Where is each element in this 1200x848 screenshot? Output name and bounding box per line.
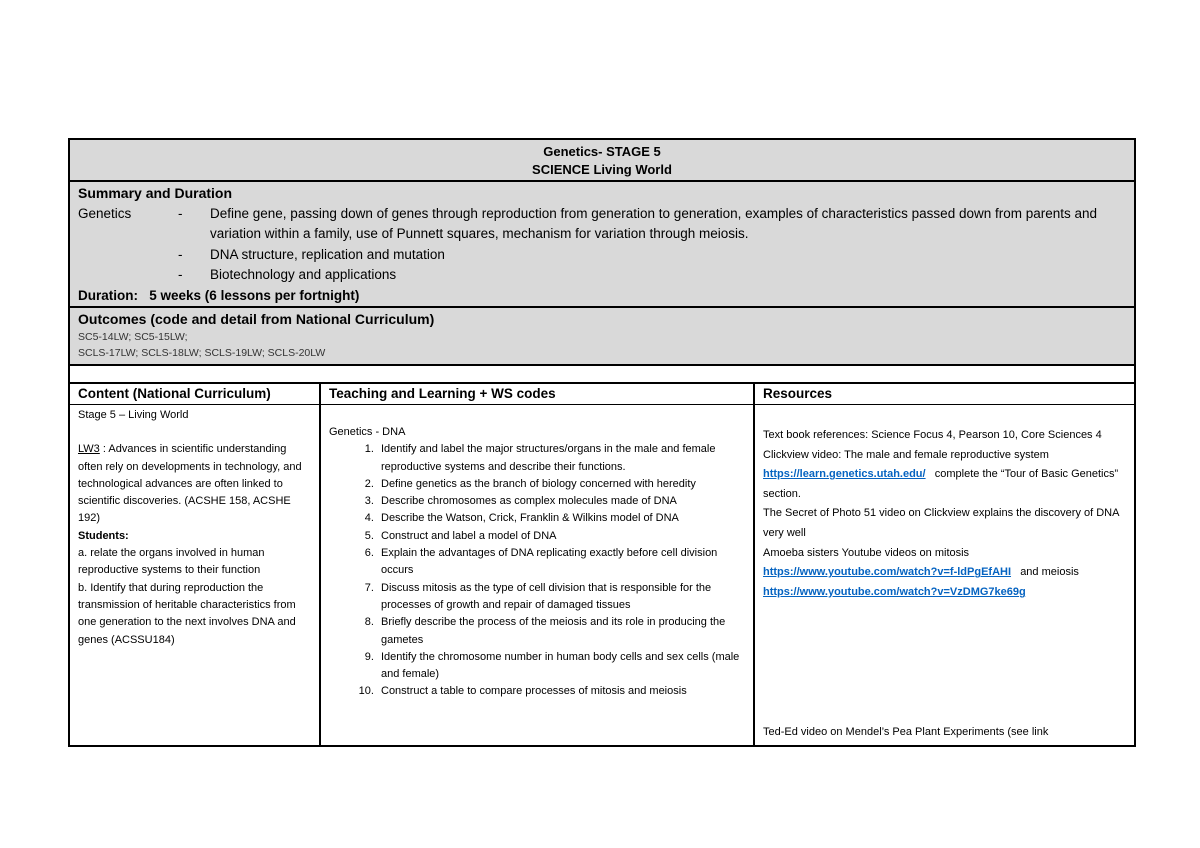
title-row (70, 140, 1134, 182)
summary-heading: Summary and Duration (78, 185, 233, 201)
summary-line-3 (78, 265, 1126, 286)
title-line-2: SCIENCE Living World (532, 162, 672, 177)
link3-line (763, 583, 1126, 603)
link1-line (763, 465, 1126, 504)
lw3-text: : Advances in scientific understanding often rely on developments in technology, and technological advances are often linked to scientific discoveries. (ACSHE 158, ACSHE 192) (78, 443, 302, 525)
summary-section (70, 182, 1134, 308)
outcomes-section (70, 308, 1134, 366)
link1-after: complete the “Tour of Basic Genetics” section. (763, 468, 1119, 500)
outcomes-codes-1: SC5-14LW; SC5-15LW; (78, 331, 188, 343)
amoeba-text: Amoeba sisters Youtube videos on mitosis (763, 546, 970, 559)
link2-after: and meiosis (1020, 566, 1079, 579)
list-item: 7. Discuss mitosis as the type of cell division that is responsible for the processes of growth and repair of damaged tissues (377, 580, 745, 615)
list-item: 5. Construct and label a model of DNA (377, 528, 745, 545)
list-item: 10. Construct a table to compare processes of mitosis and meiosis (377, 683, 745, 700)
list-item: 1. Identify and label the major structures/organs in the male and female reproductive systems and describe their functions. (377, 441, 745, 476)
summary-label: Genetics (78, 205, 132, 221)
spacer-row (70, 366, 1134, 384)
duration (78, 286, 1126, 307)
list-item: 6. Explain the advantages of DNA replicating exactly before cell division occurs (377, 545, 745, 580)
list-item: 3. Describe chromosomes as complex molecules made of DNA (377, 493, 745, 510)
summary-line-2 (78, 245, 1126, 266)
dash: - (178, 267, 183, 282)
body-row (70, 405, 1134, 745)
list-item: 2. Define genetics as the branch of biology concerned with heredity (377, 476, 745, 493)
students-label: Students: (78, 529, 129, 542)
summary-item-3: Biotechnology and applications (210, 267, 397, 282)
textbook-refs: Text book references: Science Focus 4, Pearson 10, Core Sciences 4 (763, 429, 1102, 441)
lesson-plan-table (68, 138, 1136, 747)
teaching-heading: Genetics - DNA (329, 426, 406, 438)
teded-text: Ted-Ed video on Mendel’s Pea Plant Experiments (see link (763, 726, 1049, 739)
list-item: 8. Briefly describe the process of the meiosis and its role in producing the gametes (377, 614, 745, 649)
teaching-list (329, 441, 745, 700)
youtube-meiosis-link[interactable]: https://www.youtube.com/watch?v=VzDMG7ke69g (763, 585, 1026, 598)
summary-item-2: DNA structure, replication and mutation (210, 246, 445, 262)
duration-label: Duration: (78, 287, 138, 303)
teaching-header: Teaching and Learning + WS codes (321, 384, 755, 404)
duration-value: 5 weeks (6 lessons per fortnight) (149, 287, 360, 303)
dash: - (178, 205, 183, 221)
content-header: Content (National Curriculum) (70, 384, 321, 404)
photo51-text: The Secret of Photo 51 video on Clickview explains the discovery of DNA very well (763, 507, 1119, 539)
content-cell (70, 405, 321, 745)
content-item-a: a. relate the organs involved in human reproductive systems to their function (78, 547, 265, 577)
genetics-utah-link[interactable]: https://learn.genetics.utah.edu/ (763, 468, 926, 481)
resources-cell (755, 405, 1134, 745)
content-item-b: b. Identify that during reproduction the transmission of heritable characteristics from one generation to the next involves DNA and genes (ACSSU184) (78, 581, 296, 646)
lw3-paragraph (78, 441, 311, 527)
resources-header: Resources (763, 386, 833, 401)
summary-item-1: Define gene, passing down of genes through reproduction from generation to generation, examples of characteristics passed down from parents and variation within a family, use of Punnett squares, mechanism for variation through meiosis. (210, 205, 1098, 241)
list-item: 4. Describe the Watson, Crick, Franklin & Wilkins model of DNA (377, 510, 745, 527)
stage-text: Stage 5 – Living World (78, 409, 189, 421)
outcomes-codes-2: SCLS-17LW; SCLS-18LW; SCLS-19LW; SCLS-20LW (78, 347, 326, 359)
dash: - (178, 246, 183, 262)
teaching-cell (321, 405, 755, 745)
column-headers (70, 384, 1134, 405)
list-item: 9. Identify the chromosome number in human body cells and sex cells (male and female) (377, 649, 745, 684)
youtube-mitosis-link[interactable]: https://www.youtube.com/watch?v=f-ldPgEfAHI (763, 566, 1012, 579)
link2-line (763, 563, 1126, 583)
clickview-video: Clickview video: The male and female reproductive system (763, 448, 1049, 461)
title-line-1: Genetics- STAGE 5 (543, 144, 661, 159)
outcomes-heading: Outcomes (code and detail from National Curriculum) (78, 311, 435, 327)
lw3-code: LW3 (78, 443, 100, 456)
summary-line-1 (78, 204, 1126, 245)
